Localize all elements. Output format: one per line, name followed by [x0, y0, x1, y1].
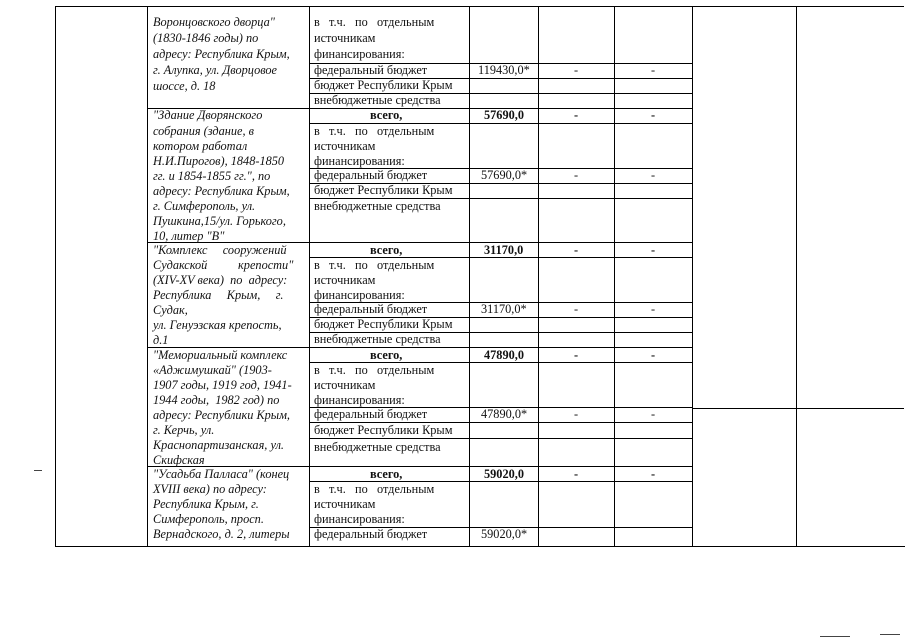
incl-label: источникам	[314, 273, 376, 287]
object-name-line: Симферополь, просп.	[153, 512, 264, 526]
incl-label: финансирования:	[314, 512, 405, 526]
dash: -	[651, 63, 656, 77]
total-label: всего,	[370, 467, 403, 481]
dash: -	[574, 407, 579, 421]
object-name-line: (XIV-XV века) по адресу:	[153, 273, 288, 287]
incl-label: финансирования:	[314, 47, 405, 61]
object-name-line: 1944 годы, 1982 год) по	[153, 393, 280, 407]
dash: -	[651, 168, 656, 182]
incl-label: в т.ч. по отдельным	[314, 258, 435, 272]
dash: -	[651, 467, 656, 481]
dash: -	[574, 63, 579, 77]
fed-label: федеральный бюджет	[314, 527, 428, 541]
fed-value: 59020,0*	[481, 527, 528, 541]
col-divider	[614, 6, 615, 546]
incl-label: в т.ч. по отдельным	[314, 15, 435, 29]
object-name-line: Республика Крым, г.	[153, 288, 284, 302]
object-name-line: Скифская	[153, 453, 205, 467]
ext-label: внебюджетные средства	[314, 199, 441, 213]
fed-label: федеральный бюджет	[314, 63, 428, 77]
incl-label: источникам	[314, 139, 376, 153]
dash: -	[574, 243, 579, 257]
object-name-line: "Комплекс сооружений	[153, 243, 287, 257]
total-label: всего,	[370, 108, 403, 122]
rk-label: бюджет Республики Крым	[314, 423, 453, 437]
incl-label: в т.ч. по отдельным	[314, 124, 435, 138]
object-name-line: Краснопартизанская, ул.	[153, 438, 285, 452]
fed-label: федеральный бюджет	[314, 407, 428, 421]
fed-value: 31170,0*	[481, 302, 527, 316]
total-label: всего,	[370, 348, 403, 362]
object-name-line: г. Керчь, ул.	[153, 423, 215, 437]
incl-label: финансирования:	[314, 154, 405, 168]
total-value: 31170,0	[484, 243, 524, 257]
object-name-line: Воронцовского дворца"	[153, 15, 275, 29]
incl-label: в т.ч. по отдельным	[314, 363, 435, 377]
object-name-line: г. Симферополь, ул.	[153, 199, 256, 213]
ext-label: внебюджетные средства	[314, 332, 441, 346]
dash: -	[574, 108, 579, 122]
ext-label: внебюджетные средства	[314, 93, 441, 107]
total-value: 47890,0	[484, 348, 524, 362]
total-value: 57690,0	[484, 108, 524, 122]
object-name-line: гг. и 1854-1855 гг.", по	[153, 169, 271, 183]
col-divider	[538, 6, 539, 546]
fed-label: федеральный бюджет	[314, 302, 428, 316]
ext-label: внебюджетные средства	[314, 440, 441, 454]
col-divider	[692, 6, 693, 546]
incl-label: финансирования:	[314, 393, 405, 407]
object-name-line: Пушкина,15/ул. Горького,	[153, 214, 286, 228]
object-name-line: Судак,	[153, 303, 188, 317]
object-name-line: XVIII века) по адресу:	[153, 482, 267, 496]
col-divider	[469, 6, 470, 546]
object-name-line: адресу: Республики Крым,	[153, 408, 291, 422]
fed-value: 119430,0*	[478, 63, 530, 77]
object-name-line: Н.И.Пирогов), 1848-1850	[153, 154, 285, 168]
dash: -	[574, 302, 579, 316]
object-name-line: 10, литер "В"	[153, 229, 225, 243]
fed-value: 57690,0*	[481, 168, 528, 182]
scan-speck	[34, 470, 42, 471]
rk-label: бюджет Республики Крым	[314, 78, 453, 92]
scan-speck	[820, 636, 850, 637]
object-name-line: Судакской крепости"	[153, 258, 294, 272]
object-name-line: шоссе, д. 18	[153, 79, 216, 93]
incl-label: финансирования:	[314, 288, 405, 302]
col-divider	[796, 6, 797, 546]
col-divider	[147, 6, 148, 546]
row-divider	[692, 408, 904, 409]
scan-speck	[880, 634, 900, 635]
object-name-line: (1830-1846 годы) по	[153, 31, 259, 45]
object-name-line: адресу: Республика Крым,	[153, 184, 290, 198]
fed-label: федеральный бюджет	[314, 168, 428, 182]
object-name-line: ул. Генуэзская крепость,	[153, 318, 282, 332]
object-name-line: г. Алупка, ул. Дворцовое	[153, 63, 278, 77]
rk-label: бюджет Республики Крым	[314, 317, 453, 331]
total-value: 59020,0	[484, 467, 524, 481]
incl-label: источникам	[314, 497, 376, 511]
dash: -	[651, 243, 656, 257]
col-divider	[309, 6, 310, 546]
dash: -	[651, 348, 656, 362]
dash: -	[651, 302, 656, 316]
object-name-line: Вернадского, д. 2, литеры	[153, 527, 290, 541]
object-name-line: собрания (здание, в	[153, 124, 254, 138]
object-name-line: д.1	[153, 333, 169, 347]
object-name-line: Республика Крым, г.	[153, 497, 259, 511]
dash: -	[574, 467, 579, 481]
object-name-line: "Мемориальный комплекс	[153, 348, 288, 362]
object-name-line: "Усадьба Палласа" (конец	[153, 467, 290, 481]
object-name-line: «Аджимушкай" (1903-	[153, 363, 272, 377]
object-name-line: 1907 годы, 1919 год, 1941-	[153, 378, 292, 392]
dash: -	[651, 108, 656, 122]
incl-label: источникам	[314, 378, 376, 392]
object-name-line: адресу: Республика Крым,	[153, 47, 290, 61]
incl-label: источникам	[314, 31, 376, 45]
fed-value: 47890,0*	[481, 407, 528, 421]
incl-label: в т.ч. по отдельным	[314, 482, 435, 496]
dash: -	[574, 348, 579, 362]
dash: -	[574, 168, 579, 182]
total-label: всего,	[370, 243, 403, 257]
dash: -	[651, 407, 656, 421]
object-name-line: "Здание Дворянского	[153, 108, 263, 122]
object-name-line: котором работал	[153, 139, 248, 153]
rk-label: бюджет Республики Крым	[314, 183, 453, 197]
